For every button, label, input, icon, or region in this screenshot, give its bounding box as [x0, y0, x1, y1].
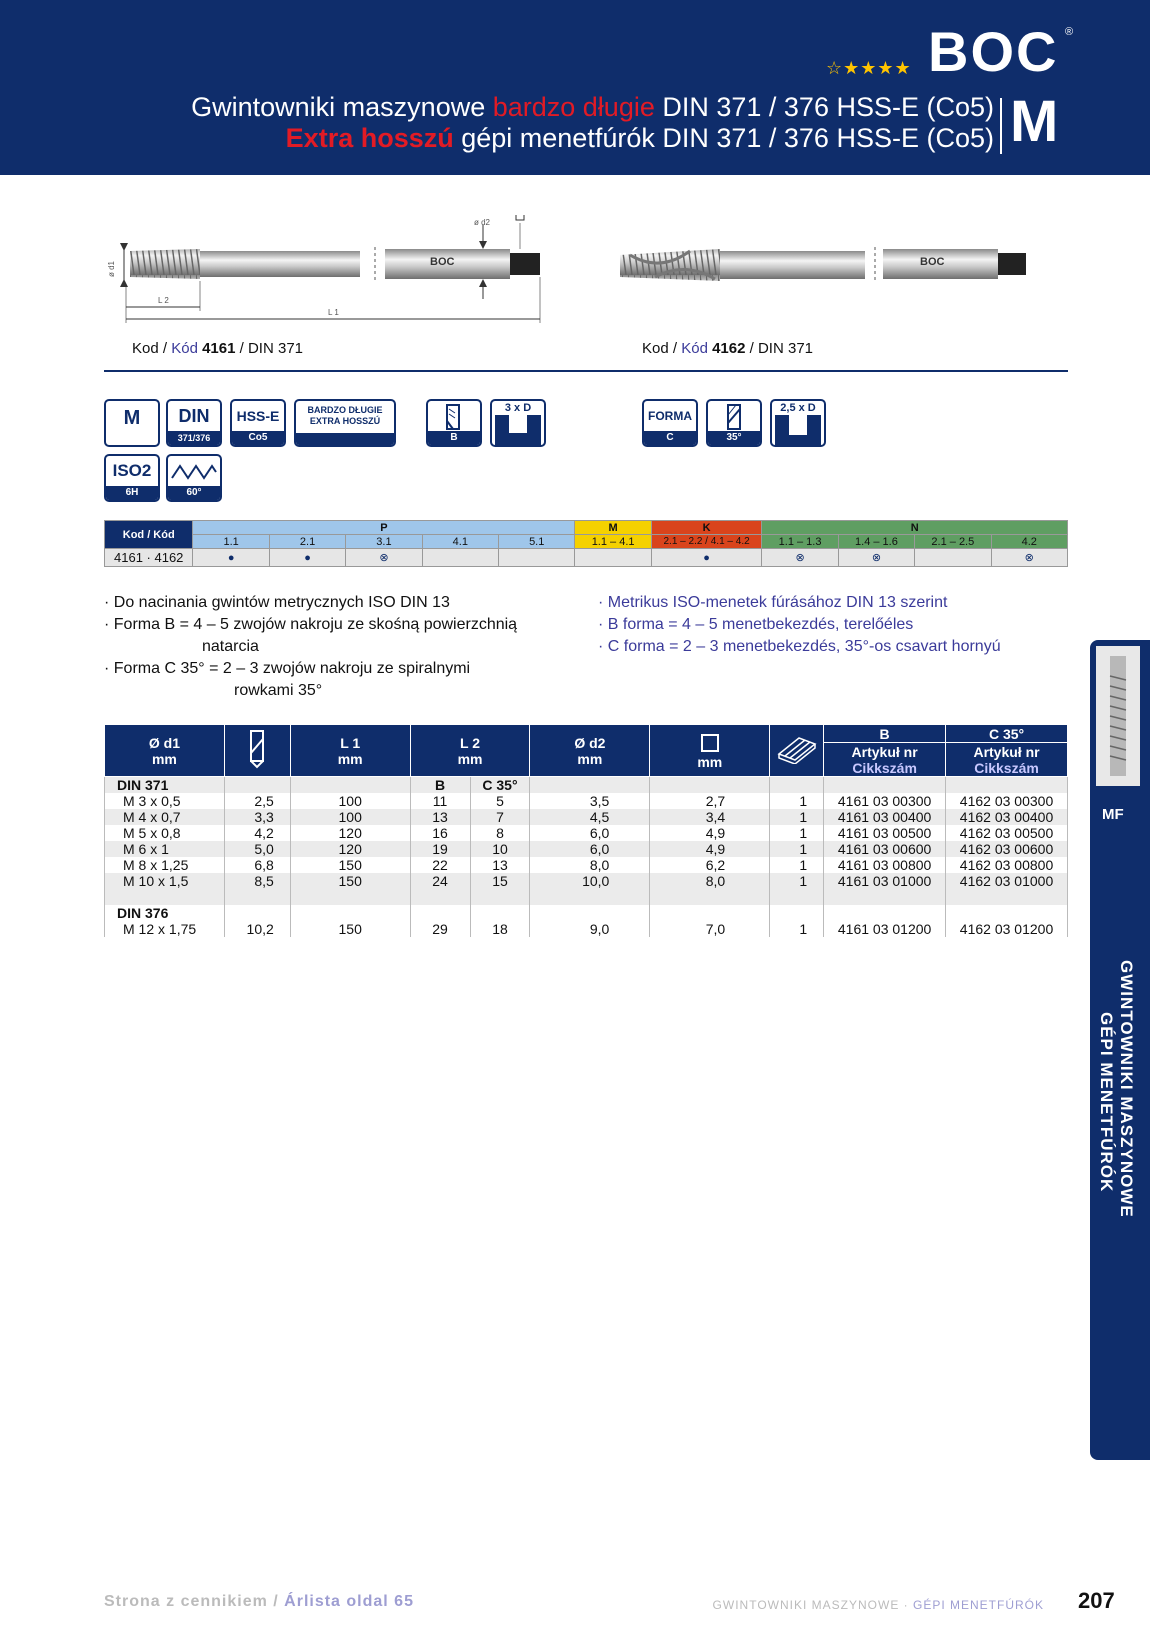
- cell-b: 16: [410, 825, 470, 841]
- cell-pk: 1: [770, 841, 824, 857]
- header-banner: [0, 0, 1150, 175]
- mat-col: 1.4 – 1.6: [838, 535, 914, 549]
- cell-d2: 6,0: [530, 841, 650, 857]
- cell-d2: 6,0: [530, 825, 650, 841]
- cell-d2: 9,0: [530, 921, 650, 937]
- col-c-art: Artykuł nr Cikkszám: [946, 743, 1068, 777]
- cell-d1: M 6 x 1: [105, 841, 225, 857]
- cell-l1: 120: [290, 841, 410, 857]
- cell-d1: M 8 x 1,25: [105, 857, 225, 873]
- badge-60deg: 60°: [166, 454, 222, 502]
- cell-artc: 4162 03 00500: [946, 825, 1068, 841]
- features-hungarian: · Metrikus ISO-menetek fúrásához DIN 13 szerint · B forma = 4 – 5 menetbekezdés, terelőéles · C forma = 2 – 3 menetbekezdés, 35°-os csavart hornyú: [598, 594, 1001, 655]
- badge-hss: HSS-E Co5: [230, 399, 286, 447]
- cell-drill: 6,8: [224, 857, 290, 873]
- cell-artc: 4162 03 01200: [946, 921, 1068, 937]
- cell-d1: M 3 x 0,5: [105, 793, 225, 809]
- mat-group-m: M: [575, 521, 651, 535]
- table-row: [105, 857, 1068, 873]
- cell-drill: 4,2: [224, 825, 290, 841]
- mat-col: 1.1: [193, 535, 269, 549]
- badge-spiral-35: 35°: [706, 399, 762, 447]
- cell-l1: 100: [290, 809, 410, 825]
- blind-hole-icon: [773, 415, 823, 447]
- cell-drill: 3,3: [224, 809, 290, 825]
- cell-b: 19: [410, 841, 470, 857]
- mat-mark: [499, 549, 575, 567]
- badge-din: DIN 371/376: [166, 399, 222, 447]
- cell-c: 5: [470, 793, 530, 809]
- cell-artb: 4161 03 01200: [824, 921, 946, 937]
- shank-brand-2: BOC: [920, 256, 945, 268]
- col-square: mm: [650, 725, 770, 777]
- cell-artb: 4161 03 00600: [824, 841, 946, 857]
- cell-artb: 4161 03 00400: [824, 809, 946, 825]
- cell-pk: 1: [770, 825, 824, 841]
- cell-c: 7: [470, 809, 530, 825]
- cell-l1: 150: [290, 921, 410, 937]
- tool-drawings: [100, 215, 1070, 335]
- cell-b: 13: [410, 809, 470, 825]
- col-l1: L 1 mm: [290, 725, 410, 777]
- table-row: [105, 841, 1068, 857]
- mat-row-label: 4161 · 4162: [105, 549, 193, 567]
- title-separator: [1000, 98, 1002, 154]
- cell-pk: 1: [770, 857, 824, 873]
- cell-artb: 4161 03 01000: [824, 873, 946, 889]
- table-row: [105, 793, 1068, 809]
- cell-d2: 10,0: [530, 873, 650, 889]
- cell-c: 18: [470, 921, 530, 937]
- cell-d2: 3,5: [530, 793, 650, 809]
- cell-artc: 4162 03 00400: [946, 809, 1068, 825]
- square-icon: [701, 734, 719, 752]
- cell-l1: 100: [290, 793, 410, 809]
- cell-pk: 1: [770, 873, 824, 889]
- cell-drill: 10,2: [224, 921, 290, 937]
- mat-col: 1.1 – 4.1: [575, 535, 651, 549]
- spiral-flute-icon: [719, 403, 749, 431]
- cell-c: 13: [470, 857, 530, 873]
- mat-mark: [575, 549, 651, 567]
- mat-group-k: K: [651, 521, 762, 535]
- mat-mark: ⊗: [838, 549, 914, 567]
- cell-drill: 5,0: [224, 841, 290, 857]
- mat-col: 2.1 – 2.2 / 4.1 – 4.2: [651, 535, 762, 549]
- col-d2: Ø d2 mm: [530, 725, 650, 777]
- col-l2: L 2 mm: [410, 725, 530, 777]
- col-c35: C 35°: [946, 725, 1068, 743]
- spacer-row: [105, 889, 1068, 905]
- dim-l2: L 2: [158, 296, 169, 305]
- registered-mark: ®: [1065, 26, 1074, 38]
- cell-l1: 150: [290, 857, 410, 873]
- badge-2-5xd: 2,5 x D: [770, 399, 826, 447]
- title-polish: Gwintowniki maszynowe bardzo długie DIN 371 / 376 HSS-E (Co5): [191, 92, 994, 122]
- divider: [104, 370, 1068, 372]
- drill-icon: [242, 729, 272, 769]
- side-tab-text: GWINTOWNIKI MASZYNOWE GÉPI MENETFÚRÓK: [1097, 960, 1136, 1218]
- cell-sq: 2,7: [650, 793, 770, 809]
- cell-artc: 4162 03 00800: [946, 857, 1068, 873]
- cell-artc: 4162 03 00300: [946, 793, 1068, 809]
- mat-mark: ⊗: [991, 549, 1067, 567]
- mat-col: 4.1: [422, 535, 498, 549]
- mat-mark: [915, 549, 991, 567]
- cell-d2: 4,5: [530, 809, 650, 825]
- section-letter: M: [1010, 89, 1059, 154]
- cell-l1: 120: [290, 825, 410, 841]
- cell-artc: 4162 03 01000: [946, 873, 1068, 889]
- kod-4161-label: Kod / Kód 4161 / DIN 371: [132, 340, 303, 357]
- cell-artb: 4161 03 00300: [824, 793, 946, 809]
- cell-pk: 1: [770, 793, 824, 809]
- cell-c: 10: [470, 841, 530, 857]
- cell-artb: 4161 03 00500: [824, 825, 946, 841]
- badge-iso2: ISO2 6H: [104, 454, 160, 502]
- cell-drill: 8,5: [224, 873, 290, 889]
- col-b: B: [824, 725, 946, 743]
- cell-sq: 7,0: [650, 921, 770, 937]
- cell-d1: M 12 x 1,75: [105, 921, 225, 937]
- form-b-icon: [439, 403, 469, 431]
- col-d1: Ø d1 mm: [105, 725, 225, 777]
- mat-col: 2.1 – 2.5: [915, 535, 991, 549]
- page-number: 207: [1078, 1588, 1115, 1613]
- tool-4161-drawing: [107, 215, 540, 323]
- cell-d1: M 5 x 0,8: [105, 825, 225, 841]
- cell-d1: M 4 x 0,7: [105, 809, 225, 825]
- cell-l1: 150: [290, 873, 410, 889]
- cell-b: 29: [410, 921, 470, 937]
- table-row: [105, 825, 1068, 841]
- features-polish: · Do nacinania gwintów metrycznych ISO DIN 13 · Forma B = 4 – 5 zwojów nakroju ze skośną powierzchnią natarcia · Forma C 35° = 2 – 3 zwojów nakroju ze spiralnymi rowkami 35°: [104, 594, 518, 699]
- boc-logo: BOC: [928, 20, 1059, 83]
- page-title: [191, 92, 994, 154]
- mat-col: 3.1: [346, 535, 422, 549]
- mat-group-p: P: [193, 521, 575, 535]
- cell-sq: 8,0: [650, 873, 770, 889]
- cell-sq: 4,9: [650, 841, 770, 857]
- cell-sq: 3,4: [650, 809, 770, 825]
- section-din376: DIN 376: [105, 905, 1068, 921]
- mat-col: 4.2: [991, 535, 1067, 549]
- table-row: [105, 921, 1068, 937]
- badge-3xd: 3 x D: [490, 399, 546, 447]
- mat-group-n: N: [762, 521, 1068, 535]
- cell-drill: 2,5: [224, 793, 290, 809]
- mat-mark: ●: [193, 549, 269, 567]
- depth-icon: [493, 415, 543, 447]
- footer-section: GWINTOWNIKI MASZYNOWE · GÉPI MENETFÚRÓK: [712, 1598, 1044, 1612]
- dim-d1: ø d1: [107, 260, 116, 277]
- badge-m: M: [104, 399, 160, 447]
- mat-kod-header: Kod / Kód: [105, 521, 193, 549]
- badge-forma-c: FORMA C: [642, 399, 698, 447]
- mat-col: 5.1: [499, 535, 575, 549]
- footer-price-list: Strona z cennikiem / Árlista oldal 65: [104, 1593, 414, 1610]
- tap-thumbnail: [1096, 646, 1140, 786]
- cell-d1: M 10 x 1,5: [105, 873, 225, 889]
- mat-mark: ●: [651, 549, 762, 567]
- mat-mark: [422, 549, 498, 567]
- cell-pk: 1: [770, 921, 824, 937]
- dim-d2: ø d2: [474, 218, 491, 227]
- title-hungarian: Extra hosszú gépi menetfúrók DIN 371 / 376 HSS-E (Co5): [285, 123, 994, 153]
- badge-form-b: B: [426, 399, 482, 447]
- thread-profile-icon: [170, 460, 218, 484]
- mat-col: 1.1 – 1.3: [762, 535, 838, 549]
- cell-c: 8: [470, 825, 530, 841]
- cell-artc: 4162 03 00600: [946, 841, 1068, 857]
- pack-icon: [775, 734, 819, 764]
- cell-d2: 8,0: [530, 857, 650, 873]
- cell-sq: 4,9: [650, 825, 770, 841]
- table-row: [105, 873, 1068, 889]
- mat-mark: ⊗: [762, 549, 838, 567]
- product-table: [104, 724, 1068, 937]
- mat-mark: ●: [269, 549, 345, 567]
- cell-pk: 1: [770, 809, 824, 825]
- table-row: [105, 809, 1068, 825]
- col-pack: [770, 725, 824, 777]
- kod-4162-label: Kod / Kód 4162 / DIN 371: [642, 340, 813, 357]
- col-drill: [224, 725, 290, 777]
- mat-mark: ⊗: [346, 549, 422, 567]
- tool-4162-drawing: [620, 247, 1026, 283]
- mat-col: 2.1: [269, 535, 345, 549]
- rating-stars: ☆★★★★: [826, 58, 912, 79]
- col-b-art: Artykuł nr Cikkszám: [824, 743, 946, 777]
- cell-b: 24: [410, 873, 470, 889]
- cell-c: 15: [470, 873, 530, 889]
- cell-b: 11: [410, 793, 470, 809]
- cell-artb: 4161 03 00800: [824, 857, 946, 873]
- side-tab-mf: MF: [1102, 806, 1124, 823]
- dim-l1: L 1: [328, 308, 339, 317]
- material-suitability-table: [104, 520, 1068, 567]
- section-din371: DIN 371 B C 35°: [105, 777, 1068, 794]
- badge-extra-long: BARDZO DŁUGIE EXTRA HOSSZÚ: [294, 399, 396, 447]
- shank-brand: BOC: [430, 256, 455, 268]
- cell-sq: 6,2: [650, 857, 770, 873]
- cell-b: 22: [410, 857, 470, 873]
